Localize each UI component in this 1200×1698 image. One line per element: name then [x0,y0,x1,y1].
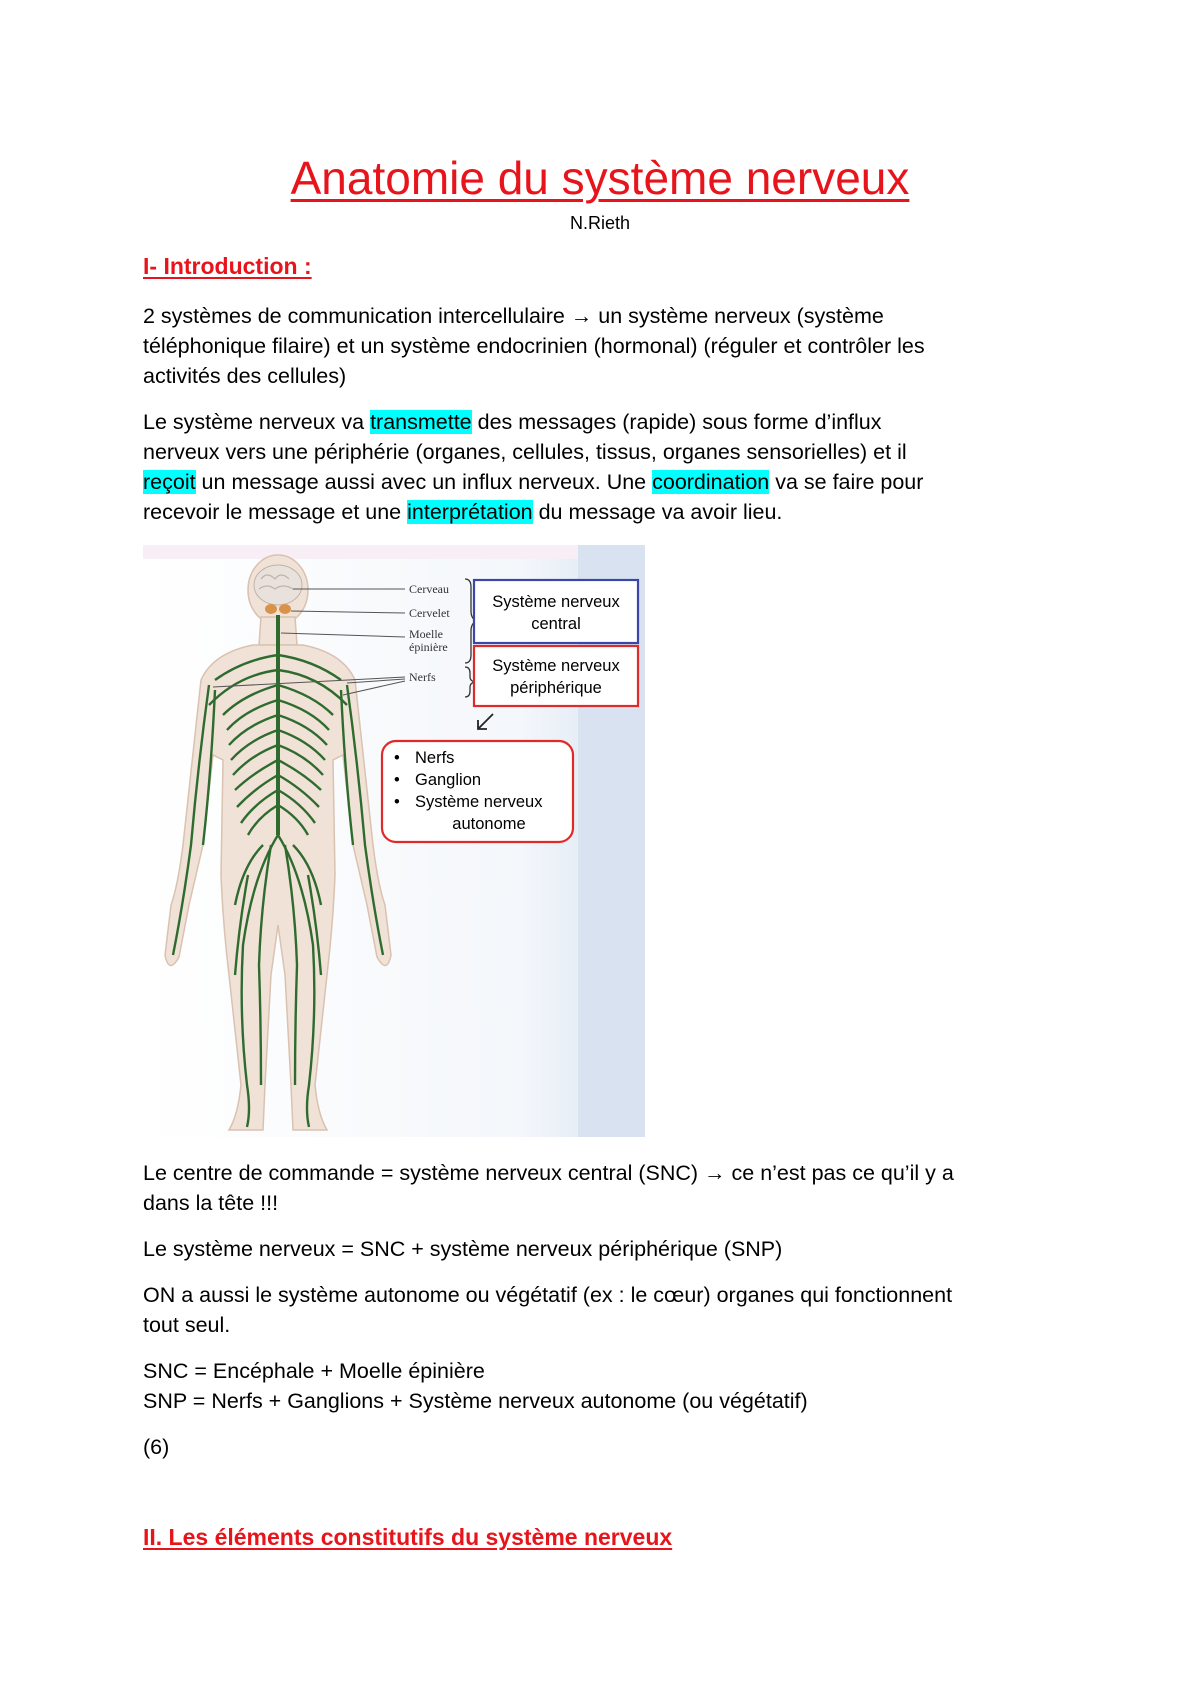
list-item-sna: Système nerveux [415,793,543,811]
figure-top-band [143,545,578,559]
text-run: recevoir le message et une [143,500,408,524]
text-line: ON a aussi le système autonome ou végétatif (ex : le cœur) organes qui fonctionnent [143,1283,953,1307]
text-run: du message va avoir lieu. [532,500,783,524]
snc-box [474,580,638,643]
text-line: activités des cellules) [143,364,347,388]
text-line [143,497,1073,527]
text-line: 2 systèmes de communication intercellulaire → un système nerveux (système [143,304,884,328]
bullet: • [394,793,400,811]
text-line: Le centre de commande = système nerveux central (SNC) → ce n’est pas ce qu’il y a [143,1161,954,1185]
paragraph-snc [143,1158,1073,1218]
section-heading-introduction: I- Introduction : [143,253,312,279]
paragraph-autonome [143,1280,1073,1340]
list-item-nerfs: Nerfs [415,749,455,767]
text-line [143,467,1073,497]
nervous-system-figure [143,545,645,1137]
text-line: téléphonique filaire) et un système endocrinien (hormonal) (réguler et contrôler les [143,334,925,358]
snp-box-line1: Système nerveux [492,657,620,675]
nervous-system-diagram [143,545,645,1137]
label-moelle-line1: Moelle [409,627,443,641]
text-line: SNC = Encéphale + Moelle épinière [143,1359,485,1383]
snc-box-line2: central [531,615,581,633]
text-run: va se faire pour [769,470,924,494]
paragraph-systeme-nerveux: Le système nerveux = SNC + système nerveux périphérique (SNP) [143,1237,783,1261]
snp-box-line2: périphérique [510,679,602,697]
highlight-interpretation: interprétation [407,500,533,524]
snc-box-line1: Système nerveux [492,593,620,611]
text-run: des messages (rapide) sous forme d’influx [471,410,882,434]
text-run: un message aussi avec un influx nerveux. Une [195,470,653,494]
list-item-ganglion: Ganglion [415,771,482,789]
label-nerfs: Nerfs [409,670,436,684]
snp-box [474,646,638,706]
author: N.Rieth [569,213,631,233]
label-cervelet: Cervelet [409,606,450,620]
section-heading-elements: II. Les éléments constitutifs du système nerveux [143,1524,673,1550]
text-run: Le système nerveux va [143,410,371,434]
bullet: • [394,749,400,767]
label-moelle-line2: épinière [409,640,448,654]
text-line [143,407,1073,437]
highlight-coordination: coordination [652,470,770,494]
text-line: tout seul. [143,1313,231,1337]
text-line: nerveux vers une périphérie (organes, cellules, tissus, organes sensorielles) et il [143,440,907,464]
label-cerveau: Cerveau [409,582,449,596]
text-line: SNP = Nerfs + Ganglions + Système nerveux autonome (ou végétatif) [143,1389,808,1413]
highlight-recoit: reçoit [143,470,196,494]
list-item-sna-line2: autonome [452,815,526,833]
intro-paragraph-2 [143,407,1073,527]
intro-paragraph-1 [143,301,1073,391]
bullet: • [394,771,400,789]
text-line: dans la tête !!! [143,1191,279,1215]
page-title: Anatomie du système nerveux [290,152,910,204]
paragraph-definitions [143,1356,1073,1416]
reference-note: (6) [143,1435,170,1459]
highlight-transmette: transmette [370,410,472,434]
